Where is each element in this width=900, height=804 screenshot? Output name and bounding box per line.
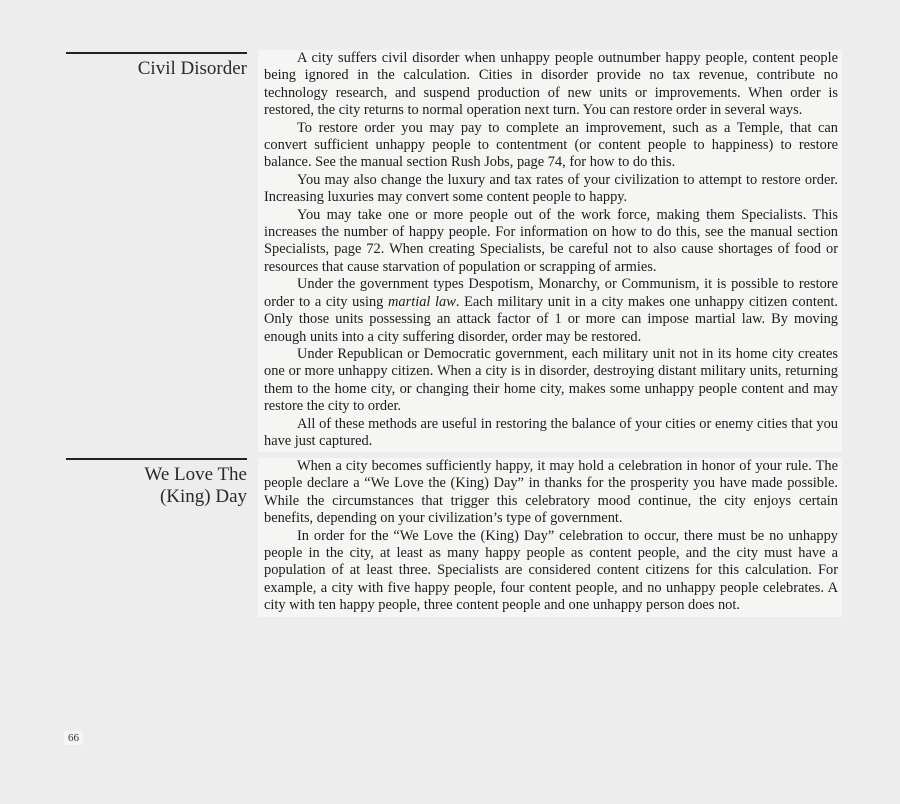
paragraph: Under Republican or Democratic government, each military unit not in its home city creates one or more unhappy citizen. When a city is in disorder, destroying distant military units, returning them to the home city, or changing their home city, makes some unhappy people content and may restore the city to order. — [264, 345, 838, 415]
paragraph: When a city becomes sufficiently happy, it may hold a celebration in honor of your rule. The people declare a “We Love the (King) Day” in thanks for the prosperity you have made possible. While the circumstances that trigger this celebratory mood continue, the city enjoys certain benefits, depending on your civilization’s type of government. — [264, 458, 838, 527]
term-martial-law: martial law — [388, 293, 456, 310]
section-sidebar — [66, 458, 247, 508]
paragraph-text: . Each military unit in a city makes one unhappy citizen content. Only those units possessing an attack factor of 1 or more can impose martial law. By moving enough units into a city suffering disorder, order may be restored. — [264, 293, 838, 345]
paragraph: A city suffers civil disorder when unhappy people outnumber happy people, content people being ignored in the calculation. Cities in disorder provide no tax revenue, contribute no technology research, and suspend production of new units or improvements. When order is restored, the city returns to normal operation next turn. You can restore order in several ways. — [264, 50, 838, 119]
paragraph: To restore order you may pay to complete an improvement, such as a Temple, that can convert sufficient unhappy people to contentment (or content people to happiness) to restore balance. See the manual section Rush Jobs, page 74, for how to do this. — [264, 119, 838, 171]
section-heading: We Love The (King) Day — [144, 464, 247, 507]
section-rule — [66, 458, 247, 460]
paragraph: In order for the “We Love the (King) Day” celebration to occur, there must be no unhappy people in the city, at least as many happy people as content people, and the city must have a population of at least three. Specialists are considered content citizens for this calculation. For example, a city with five happy people, four content people, and no unhappy people celebrates. A city with ten happy people, three content people and one unhappy person does not. — [264, 527, 838, 614]
paragraph-martial-law — [264, 276, 838, 346]
section-body — [258, 458, 842, 617]
section-body — [258, 50, 842, 452]
paragraph-text: Under the government types Despotism, Monarchy, or Communism, it is possible to restore order to a city using — [264, 276, 838, 310]
section-heading: Civil Disorder — [137, 58, 247, 79]
paragraph: You may also change the luxury and tax rates of your civilization to attempt to restore order. Increasing luxuries may convert some content people to happy. — [264, 171, 838, 206]
paragraph: You may take one or more people out of the work force, making them Specialists. This increases the number of happy people. For information on how to do this, see the manual section Specialists, page 72. When creating Specialists, be careful not to also cause shortages of food or resources that cause starvation of population or scrapping of armies. — [264, 206, 838, 275]
section-rule — [66, 52, 247, 54]
section-sidebar — [66, 52, 247, 80]
page-number: 66 — [64, 731, 83, 745]
paragraph: All of these methods are useful in restoring the balance of your cities or enemy cities that you have just captured. — [264, 415, 838, 449]
